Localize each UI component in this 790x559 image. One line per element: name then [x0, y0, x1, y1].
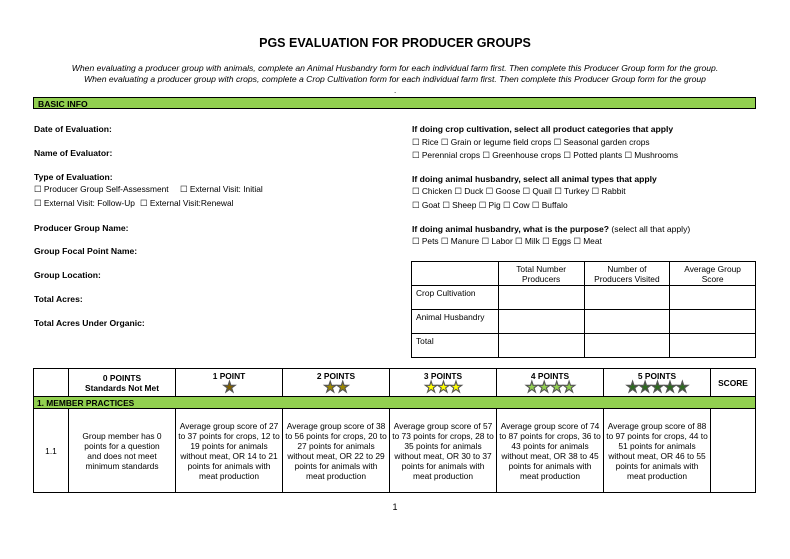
section-row	[34, 397, 756, 409]
rubric-cell-5: Average group score of 88 to 97 points for crops, 44 to 51 points for animals without meat, OR 46 to 55 points for animals with meat production	[604, 409, 711, 493]
summary-cell[interactable]	[584, 310, 670, 334]
rubric-row-id: 1.1	[34, 409, 69, 493]
purpose-heading-text: If doing animal husbandry, what is the purpose?	[412, 224, 610, 234]
page-title: PGS EVALUATION FOR PRODUCER GROUPS	[259, 36, 531, 50]
summary-header-total: Total Number Producers	[498, 262, 584, 286]
purpose-heading	[412, 224, 690, 234]
animal-options-row-1[interactable]: ☐ Chicken ☐ Duck ☐ Goose ☐ Quail ☐ Turkey ☐ Rabbit	[412, 186, 626, 196]
rubric-cell-3: Average group score of 57 to 73 points for crops, 28 to 35 points for animals without meat, OR 30 to 37 points for animals with meat production	[390, 409, 497, 493]
checkbox-external-followup[interactable]: ☐ External Visit: Follow-Up	[34, 198, 135, 208]
summary-header-visited: Number of Producers Visited	[584, 262, 670, 286]
rubric-header-score: SCORE	[711, 369, 756, 397]
summary-row-label: Total	[412, 334, 499, 358]
checkbox-external-initial[interactable]: ☐ External Visit: Initial	[180, 184, 263, 194]
rubric-header-3-label: 3 POINTS	[423, 370, 463, 381]
rubric-header-1-label: 1 POINT	[212, 370, 246, 381]
animal-types-heading: If doing animal husbandry, select all animal types that apply	[412, 174, 657, 184]
rubric-header-5-label: 5 POINTS	[637, 370, 677, 381]
focal-point-name-label: Group Focal Point Name:	[34, 246, 138, 256]
purpose-heading-note: (select all that apply)	[609, 224, 691, 234]
summary-row-total	[412, 334, 756, 358]
instruction-crops: When evaluating a producer group with crops, complete a Crop Cultivation form for each individual farm first. Then complete this Producer Group form for the group	[84, 74, 706, 84]
rubric-row-1-1	[34, 409, 756, 493]
crop-options-row-2[interactable]: ☐ Perennial crops ☐ Greenhouse crops ☐ Potted plants ☐ Mushrooms	[412, 150, 679, 160]
animal-options-row-2[interactable]: ☐ Goat ☐ Sheep ☐ Pig ☐ Cow ☐ Buffalo	[412, 200, 568, 210]
group-location-label: Group Location:	[34, 270, 101, 280]
rubric-header-1	[176, 369, 283, 397]
summary-cell[interactable]	[498, 286, 584, 310]
rubric-cell-0: Group member has 0 points for a question and does not meet minimum standards	[69, 409, 176, 493]
five-stars-icon: ★★★★★	[625, 378, 689, 396]
rubric-header-row	[34, 369, 756, 397]
one-star-icon: ★	[222, 378, 236, 396]
basic-info-header: BASIC INFO	[33, 97, 756, 109]
rubric-header-4	[497, 369, 604, 397]
rubric-cell-2: Average group score of 38 to 56 points for crops, 20 to 27 points for animals without meat, OR 22 to 29 points for animals with meat production	[283, 409, 390, 493]
rubric-corner-cell	[34, 369, 69, 397]
summary-table	[411, 261, 756, 358]
summary-corner-cell	[412, 262, 499, 286]
summary-cell[interactable]	[584, 286, 670, 310]
rubric-header-0-label: 0 POINTS	[102, 372, 142, 383]
rubric-header-3	[390, 369, 497, 397]
rubric-cell-1: Average group score of 27 to 37 points for crops, 12 to 19 points for animals without meat, OR 14 to 21 points for animals with meat production	[176, 409, 283, 493]
rubric-header-0-sub: Standards Not Met	[85, 382, 159, 393]
page-number: 1	[392, 502, 398, 512]
section-member-practices: 1. MEMBER PRACTICES	[34, 397, 756, 409]
rubric-table	[33, 368, 756, 493]
summary-cell[interactable]	[670, 334, 756, 358]
summary-row-label: Animal Husbandry	[412, 310, 499, 334]
summary-row-crop	[412, 286, 756, 310]
date-of-evaluation-label: Date of Evaluation:	[34, 124, 112, 134]
checkbox-external-renewal[interactable]: ☐ External Visit:Renewal	[140, 198, 234, 208]
summary-header-row	[412, 262, 756, 286]
rubric-header-2	[283, 369, 390, 397]
producer-group-name-label: Producer Group Name:	[34, 223, 129, 233]
summary-cell[interactable]	[498, 334, 584, 358]
stray-mark: .	[394, 86, 397, 95]
summary-row-animal	[412, 310, 756, 334]
summary-cell[interactable]	[670, 286, 756, 310]
crop-options-row-1[interactable]: ☐ Rice ☐ Grain or legume field crops ☐ Seasonal garden crops	[412, 137, 650, 147]
rubric-cell-4: Average group score of 74 to 87 points for crops, 36 to 43 points for animals without meat, OR 38 to 45 points for animals with meat production	[497, 409, 604, 493]
evaluation-type-label: Type of Evaluation:	[34, 172, 113, 182]
three-stars-icon: ★★★	[424, 378, 462, 396]
rubric-header-4-label: 4 POINTS	[530, 370, 570, 381]
score-input-cell[interactable]	[711, 409, 756, 493]
two-stars-icon: ★★	[323, 378, 349, 396]
instruction-animals: When evaluating a producer group with animals, complete an Animal Husbandry form for each individual farm first. Then complete this Producer Group form for the group.	[71, 63, 719, 73]
rubric-header-5	[604, 369, 711, 397]
total-acres-label: Total Acres:	[34, 294, 83, 304]
crop-categories-heading: If doing crop cultivation, select all product categories that apply	[412, 124, 674, 134]
summary-row-label: Crop Cultivation	[412, 286, 499, 310]
purpose-options[interactable]: ☐ Pets ☐ Manure ☐ Labor ☐ Milk ☐ Eggs ☐ Meat	[412, 236, 602, 246]
rubric-header-0	[69, 369, 176, 397]
rubric-header-2-label: 2 POINTS	[316, 370, 356, 381]
summary-cell[interactable]	[498, 310, 584, 334]
organic-acres-label: Total Acres Under Organic:	[34, 318, 145, 328]
summary-cell[interactable]	[670, 310, 756, 334]
summary-header-score: Average Group Score	[670, 262, 756, 286]
summary-cell[interactable]	[584, 334, 670, 358]
four-stars-icon: ★★★★	[525, 378, 575, 396]
evaluator-name-label: Name of Evaluator:	[34, 148, 113, 158]
checkbox-self-assessment[interactable]: ☐ Producer Group Self-Assessment	[34, 184, 169, 194]
